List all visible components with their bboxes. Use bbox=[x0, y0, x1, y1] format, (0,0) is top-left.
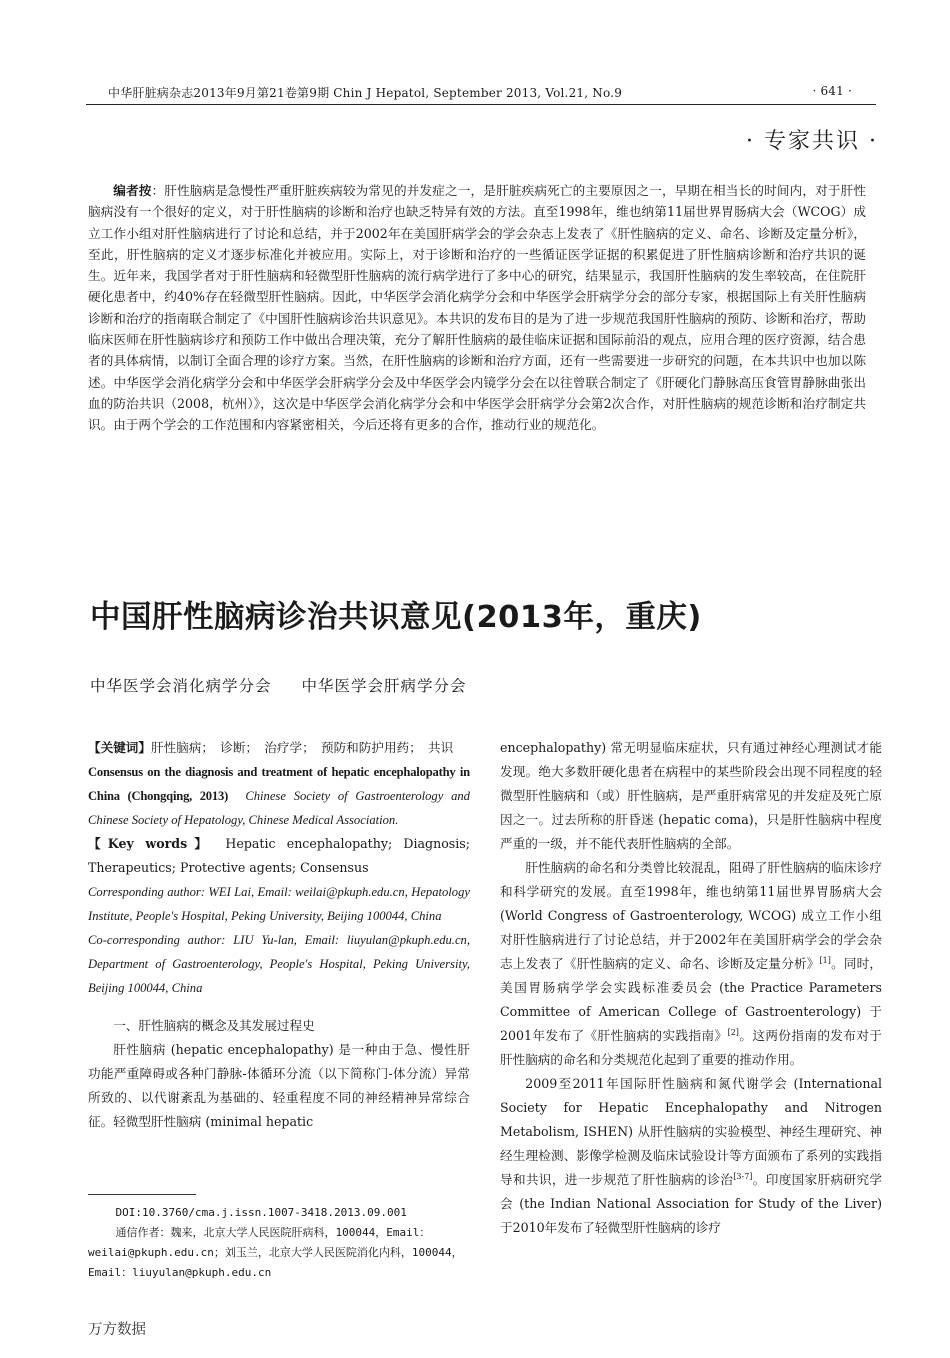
section-1-heading: 一、肝性脑病的概念及其发展过程史 bbox=[113, 1018, 315, 1033]
authors bbox=[90, 674, 467, 696]
column-label: · 专家共识 · bbox=[746, 129, 878, 154]
header-rule bbox=[86, 104, 876, 105]
right-paragraph-2-a: 肝性脑病的命名和分类曾比较混乱，阻碍了肝性脑病的临床诊疗和科学研究的发展。直至1998年，维也纳第11届世界胃肠病大会 (World Congress of Gastroenterology, WCOG) 成立工作小组对肝性脑病进行了讨论总结，并于2002年在美国肝病学会的学会杂志上发表了《肝性脑病的定义、命名、诊断及定量分析》 bbox=[500, 860, 882, 971]
keywords-en-label: 【Key words】 bbox=[88, 836, 215, 851]
footnote-rule bbox=[88, 1194, 196, 1195]
author-society-1: 中华医学会消化病学分会 bbox=[90, 677, 272, 695]
right-paragraph-3-a: 2009至2011年国际肝性脑病和氮代谢学会 (International Society for Hepatic Encephalopathy and Nitrogen Metabolism, ISHEN) 从肝性脑病的实验模型、神经生理研究、神经生理检测、影像学检测及临床试验设计等方面颁布了系列的实践指导和共识，进一步规范了肝性脑病的诊治 bbox=[500, 1076, 882, 1187]
english-heading bbox=[88, 760, 470, 832]
page-number: · 641 · bbox=[812, 84, 852, 98]
citation-3-7: [3-7] bbox=[733, 1171, 753, 1181]
left-paragraph-1: 肝性脑病 (hepatic encephalopathy) 是一种由于急、慢性肝功能严重障碍或各种门静脉-体循环分流（以下简称门-体分流）异常所致的、以代谢紊乱为基础的、轻重程度不同的神经精神异常综合征。轻微型肝性脑病 (minimal hepatic bbox=[88, 1042, 470, 1129]
right-paragraph-2-b: 。同时，美国胃肠病学学会实践标准委员会 (the Practice Parameters Committee of American College of Gastroenterology) 于2001年发布了《肝性脑病的实践指南》 bbox=[500, 956, 882, 1043]
keywords-en-text: Hepatic encephalopathy; Diagnosis; Therapeutics; Protective agents; Consensus bbox=[88, 836, 471, 875]
footnote-doi: DOI:10.3760/cma.j.issn.1007-3418.2013.09.001 bbox=[115, 1206, 407, 1219]
right-paragraph-2 bbox=[500, 856, 882, 1072]
corresponding-author: Corresponding author: WEI Lai, Email: weilai@pkuph.edu.cn, Hepatology Institute, People's Hospital, Peking University, Beijing 100044, China bbox=[88, 885, 470, 923]
right-paragraph-3 bbox=[500, 1072, 882, 1240]
keywords-cn-label: 【关键词】 bbox=[88, 740, 151, 755]
watermark: 万方数据 bbox=[88, 1322, 146, 1338]
left-column bbox=[88, 736, 470, 1134]
running-header bbox=[108, 84, 852, 101]
citation-1: [1] bbox=[819, 955, 831, 965]
english-title: Consensus on the diagnosis and treatment of hepatic encephalopathy in China (Chongqing, 2013) bbox=[88, 765, 470, 803]
editor-note-text: ：肝性脑病是急慢性严重肝脏疾病较为常见的并发症之一，是肝脏疾病死亡的主要原因之一，早期在相当长的时间内，对于肝性脑病没有一个很好的定义，对于肝性脑病的诊断和治疗也缺乏特异有效的方法。直至1998年，维也纳第11届世界胃肠病大会（WCOG）成立工作小组对肝性脑病进行了讨论和总结，并于2002年在美国肝病学会的学会杂志上发表了《肝性脑病的定义、命名、诊断及定量分析》，至此，肝性脑病的定义才逐步标准化并被应用。实际上，对于诊断和治疗的一些循证医学证据的积累促进了肝性脑病诊断和治疗共识的诞生。近年来，我国学者对于肝性脑病和轻微型肝性脑病的流行病学进行了多中心的研究，结果显示，我国肝性脑病的发生率较高，在住院肝硬化患者中，约40%存在轻微型肝性脑病。因此，中华医学会消化病学分会和中华医学会肝病学分会的部分专家，根据国际上有关肝性脑病诊断和治疗的指南联合制定了《中国肝性脑病诊治共识意见》。本共识的发布目的是为了进一步规范我国肝性脑病的预防、诊断和治疗，帮助临床医师在肝性脑病诊疗和预防工作中做出合理决策，充分了解肝性脑病的最佳临床证据和国际前沿的观点，应用合理的医疗资源，结合患者的具体病情，以制订全面合理的诊疗方案。当然，在肝性脑病的诊断和治疗方面，还有一些需要进一步研究的问题，在本共识中也加以陈述。中华医学会消化病学分会和中华医学会肝病学分会及中华医学会内镜学分会在以往曾联合制定了《肝硬化门静脉高压食管胃静脉曲张出血的防治共识（2008，杭州）》，这次是中华医学会消化病学分会和中华医学会肝病学分会第2次合作，对肝性脑病的规范诊断和治疗制定共识。由于两个学会的工作范围和内容紧密相关，今后还将有更多的合作，推动行业的规范化。 bbox=[88, 183, 867, 433]
right-column bbox=[500, 736, 882, 1240]
footnote-correspondence: 通信作者：魏来，北京大学人民医院肝病科，100044，Email：weilai@pkuph.edu.cn；刘玉兰，北京大学人民医院消化内科，100044，Email：liuyulan@pkuph.edu.cn bbox=[88, 1226, 463, 1279]
right-paragraph-1: encephalopathy) 常无明显临床症状，只有通过神经心理测试才能发现。绝大多数肝硬化患者在病程中的某些阶段会出现不同程度的轻微型肝性脑病和（或）肝性脑病，是严重肝病常见的并发症及死亡原因之一。过去所称的肝昏迷 (hepatic coma)，只是肝性脑病中程度严重的一级，并不能代表肝性脑病的全部。 bbox=[500, 740, 882, 851]
footnotes bbox=[88, 1203, 472, 1283]
editor-note bbox=[88, 180, 866, 436]
right-paragraph-2-c: 。这两份指南的发布对于肝性脑病的命名和分类规范化起到了重要的推动作用。 bbox=[500, 1028, 882, 1067]
journal-citation: 中华肝脏病杂志2013年9月第21卷第9期 Chin J Hepatol, September 2013, Vol.21, No.9 bbox=[108, 86, 623, 100]
keywords-cn bbox=[88, 736, 470, 760]
editor-note-label: 编者按 bbox=[113, 183, 152, 198]
keywords-cn-text: 肝性脑病； 诊断； 治疗学； 预防和防护用药； 共识 bbox=[150, 740, 454, 755]
article-title: 中国肝性脑病诊治共识意见(2013年，重庆) bbox=[90, 600, 702, 635]
author-society-2: 中华医学会肝病学分会 bbox=[301, 677, 467, 695]
co-corresponding-author: Co-corresponding author: LIU Yu-lan, Email: liuyulan@pkuph.edu.cn, Department of Gastroenterology, People's Hospital, Peking University, Beijing 100044, China bbox=[88, 933, 470, 995]
right-paragraph-3-b: 。印度国家肝病研究学会 (the Indian National Association for Study of the Liver) 于2010年发布了轻微型肝性脑病的诊疗 bbox=[500, 1172, 883, 1235]
keywords-en bbox=[88, 832, 470, 880]
english-authors: Chinese Society of Gastroenterology and Chinese Society of Hepatology, Chinese Medical Association. bbox=[88, 789, 470, 827]
citation-2: [2] bbox=[727, 1027, 739, 1037]
